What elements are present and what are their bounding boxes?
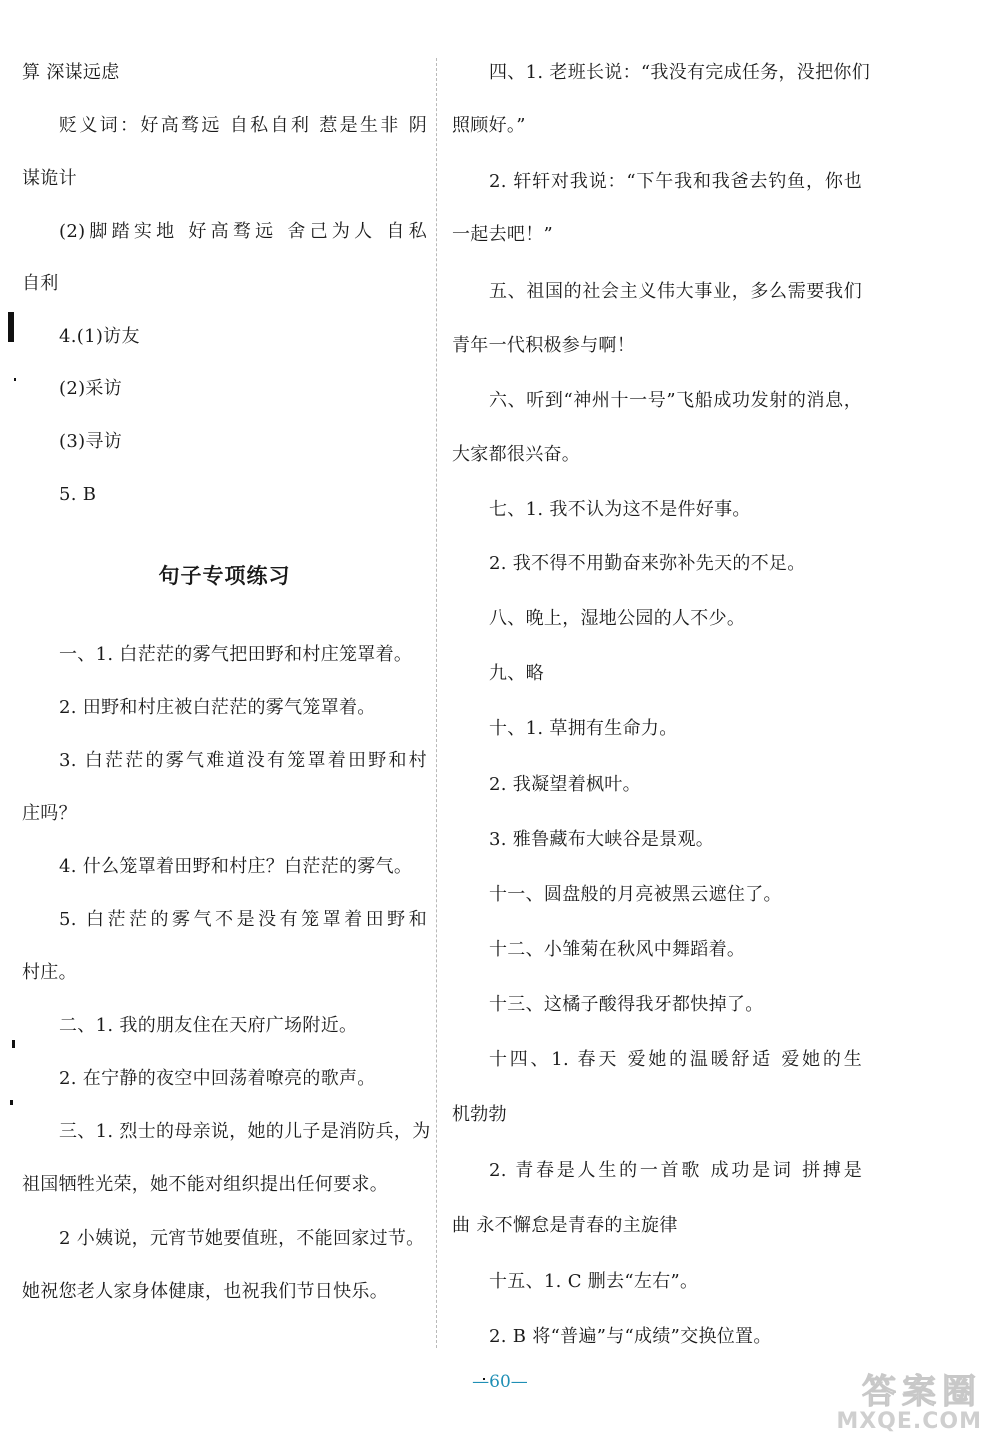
text-line: 十三、这橘子酸得我牙都快掉了。 [489,994,764,1015]
text-line: 大家都很兴奋。 [452,444,581,465]
text-line: 5. B [59,484,97,505]
watermark-logo [762,1374,982,1436]
text-line: 一起去吧！” [452,224,554,245]
text-line: (2)脚踏实地 好高骛远 舍己为人 自私 [59,221,427,242]
text-line: 3. 雅鲁藏布大峡谷是景观。 [489,829,715,850]
text-line: 2. 青春是人生的一首歌 成功是词 拼搏是 [489,1160,862,1181]
watermark-logo-text: 答案圈 [862,1372,982,1412]
scan-artifact [10,1100,13,1105]
text-line: 贬义词：好高骛远 自私自利 惹是生非 阴 [59,115,427,136]
section-title: 句子专项练习 [158,563,291,588]
text-line: 照顾好。” [452,115,526,136]
text-line: 六、听到“神州十一号”飞船成功发射的消息， [489,390,862,411]
text-line: 机勃勃 [452,1104,507,1125]
text-line: 2. 轩轩对我说：“下午我和我爸去钓鱼，你也 [489,171,862,192]
text-line: 八、晚上，湿地公园的人不少。 [489,608,746,629]
text-line: 十五、1. C 删去“左右”。 [489,1271,699,1292]
text-line: (2)采访 [59,378,122,399]
text-line: 三、1. 烈士的母亲说，她的儿子是消防兵，为 [59,1121,431,1142]
text-line: 七、1. 我不认为这不是件好事。 [489,499,751,520]
text-line: 十一、圆盘般的月亮被黑云遮住了。 [489,884,782,905]
text-line: 祖国牺牲光荣，她不能对组织提出任何要求。 [22,1174,388,1195]
text-line: 3. 白茫茫的雾气难道没有笼罩着田野和村 [59,750,427,771]
text-line: 谋诡计 [22,168,77,189]
text-line: 4. 什么笼罩着田野和村庄？白茫茫的雾气。 [59,856,413,877]
text-line: 十、1. 草拥有生命力。 [489,718,678,739]
text-line: 2. B 将“普遍”与“成绩”交换位置。 [489,1326,772,1347]
column-divider [436,58,437,1348]
text-line: 四、1. 老班长说：“我没有完成任务，没把你们 [489,62,870,83]
text-line: 庄吗？ [22,803,77,824]
scan-artifact [12,1040,15,1048]
text-line: 2 小姨说，元宵节她要值班，不能回家过节。 [59,1228,425,1249]
text-line: 青年一代积极参与啊！ [452,335,635,356]
page-number: —60— [472,1372,528,1392]
text-line: 5. 白茫茫的雾气不是没有笼罩着田野和 [59,909,427,930]
scan-artifact [14,378,16,381]
text-line: 2. 在宁静的夜空中回荡着嘹亮的歌声。 [59,1068,376,1089]
text-line: 4.(1)访友 [59,326,140,347]
scan-artifact [8,312,14,342]
text-line: 五、祖国的社会主义伟大事业，多么需要我们 [489,281,862,302]
text-line: 十二、小雏菊在秋风中舞蹈着。 [489,939,746,960]
text-line: 曲 永不懈怠是青春的主旋律 [452,1215,678,1236]
text-line: 一、1. 白茫茫的雾气把田野和村庄笼罩着。 [59,644,413,665]
text-line: 2. 我不得不用勤奋来弥补先天的不足。 [489,553,806,574]
text-line: 村庄。 [22,962,77,983]
text-line: 二、1. 我的朋友住在天府广场附近。 [59,1015,358,1036]
text-line: 2. 田野和村庄被白茫茫的雾气笼罩着。 [59,697,376,718]
text-line: 算 深谋远虑 [22,62,120,83]
text-line: 自利 [22,273,59,294]
watermark-url: MXQE.COM [836,1409,982,1434]
text-line: 十四、1. 春天 爱她的温暖舒适 爱她的生 [489,1049,862,1070]
text-line: 2. 我凝望着枫叶。 [489,774,641,795]
text-line: (3)寻访 [59,431,122,452]
text-line: 九、略 [489,663,544,684]
text-line: 她祝您老人家身体健康，也祝我们节日快乐。 [22,1281,388,1302]
